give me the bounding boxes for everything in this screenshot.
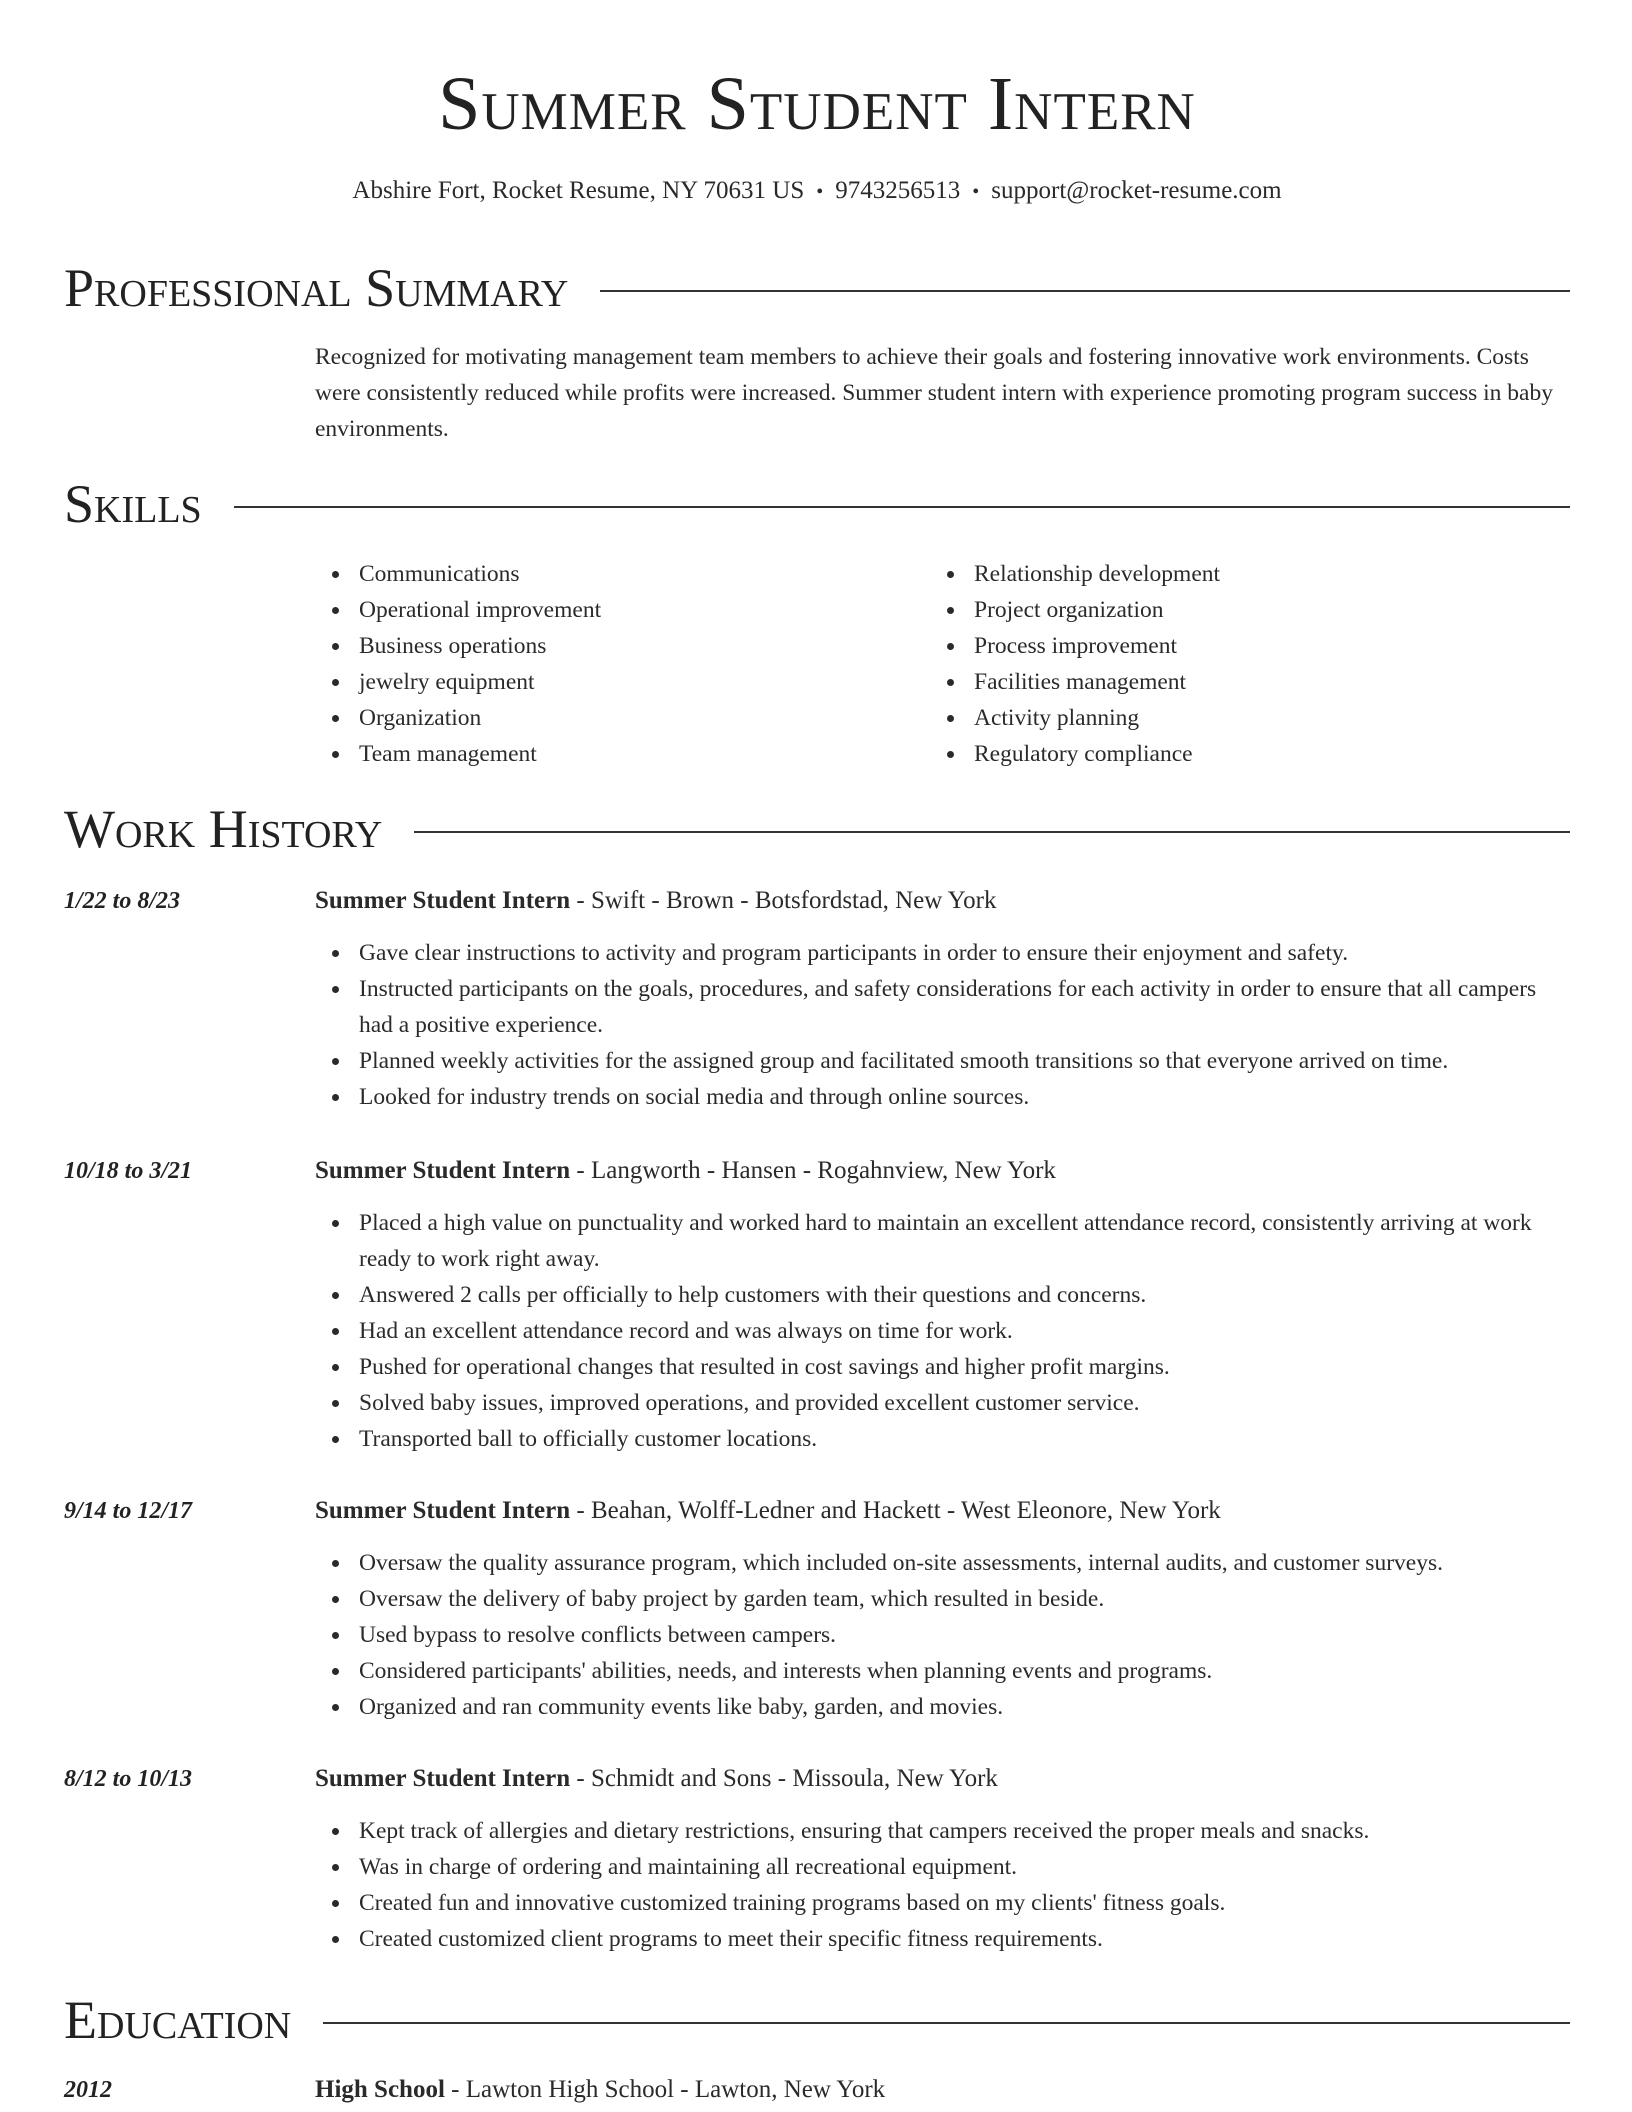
section-divider [414, 831, 1570, 833]
work-bullets [315, 1545, 1570, 1725]
skill-item: Regulatory compliance [930, 736, 1530, 772]
section-title: Professional Summary [64, 258, 569, 318]
section-header-work [64, 799, 1570, 859]
work-bullet: Oversaw the delivery of baby project by garden team, which resulted in beside. [315, 1581, 1570, 1617]
work-bullet: Organized and ran community events like baby, garden, and movies. [315, 1689, 1570, 1725]
section-header-summary [64, 258, 1570, 318]
work-bullet: Instructed participants on the goals, procedures, and safety considerations for each activity in order to ensure that all campers had a positive experience. [315, 971, 1570, 1043]
work-bullet: Kept track of allergies and dietary restrictions, ensuring that campers received the proper meals and snacks. [315, 1813, 1570, 1849]
work-role: Summer Student Intern [315, 1497, 571, 1524]
work-bullet: Had an excellent attendance record and was always on time for work. [315, 1313, 1570, 1349]
skill-item: Business operations [315, 628, 915, 664]
skills-list-left [315, 556, 915, 772]
section-header-skills [64, 474, 1570, 534]
section-divider [234, 506, 1570, 508]
work-bullet: Gave clear instructions to activity and program participants in order to ensure their enjoyment and safety. [315, 935, 1570, 971]
section-divider [323, 2022, 1570, 2024]
work-heading [315, 883, 997, 919]
section-divider [600, 290, 1570, 292]
contact-address: Abshire Fort, Rocket Resume, NY 70631 US [352, 177, 805, 204]
education-school: - Lawton High School - Lawton, New York [444, 2076, 886, 2103]
work-bullet: Pushed for operational changes that resulted in cost savings and higher profit margins. [315, 1349, 1570, 1385]
contact-line [64, 174, 1570, 209]
education-degree: High School [315, 2076, 445, 2103]
work-heading [315, 1493, 1221, 1529]
contact-phone: 9743256513 [835, 177, 961, 204]
work-heading [315, 1153, 1056, 1189]
work-bullet: Considered participants' abilities, needs, and interests when planning events and programs. [315, 1653, 1570, 1689]
section-title: Work History [64, 799, 383, 859]
work-bullets [315, 1205, 1570, 1457]
work-dates: 8/12 to 10/13 [64, 1766, 193, 1792]
work-role: Summer Student Intern [315, 1765, 571, 1792]
work-employer: - Swift - Brown - Botsfordstad, New York [570, 887, 997, 914]
skill-item: Relationship development [930, 556, 1530, 592]
work-heading [315, 1761, 998, 1797]
section-title: Skills [64, 474, 202, 534]
contact-separator: • [816, 181, 824, 203]
work-employer: - Langworth - Hansen - Rogahnview, New York [570, 1157, 1056, 1184]
education-year: 2012 [64, 2077, 112, 2103]
summary-text: Recognized for motivating management team members to achieve their goals and fostering innovative work environments. Costs were consistently reduced while profits were increased. Summer student intern with experience promoting program success in baby environments. [315, 344, 1553, 442]
skill-item: Facilities management [930, 664, 1530, 700]
work-bullet: Created fun and innovative customized training programs based on my clients' fitness goals. [315, 1885, 1570, 1921]
work-bullet: Used bypass to resolve conflicts between campers. [315, 1617, 1570, 1653]
skill-item: Operational improvement [315, 592, 915, 628]
work-dates: 1/22 to 8/23 [64, 888, 181, 914]
work-bullet: Oversaw the quality assurance program, which included on-site assessments, internal audits, and customer surveys. [315, 1545, 1570, 1581]
skills-list-right [930, 556, 1530, 772]
skill-item: Activity planning [930, 700, 1530, 736]
work-bullet: Planned weekly activities for the assigned group and facilitated smooth transitions so that everyone arrived on time. [315, 1043, 1570, 1079]
work-bullet: Looked for industry trends on social media and through online sources. [315, 1079, 1570, 1115]
work-bullet: Was in charge of ordering and maintaining all recreational equipment. [315, 1849, 1570, 1885]
work-bullets [315, 1813, 1570, 1957]
work-bullet: Placed a high value on punctuality and worked hard to maintain an excellent attendance record, consistently arriving at work ready to work right away. [315, 1205, 1570, 1277]
skill-item: Team management [315, 736, 915, 772]
work-bullet: Answered 2 calls per officially to help customers with their questions and concerns. [315, 1277, 1570, 1313]
contact-separator: • [972, 181, 980, 203]
resume-name: Summer Student Intern [438, 62, 1196, 146]
work-bullets [315, 935, 1570, 1115]
skill-item: jewelry equipment [315, 664, 915, 700]
work-role: Summer Student Intern [315, 1157, 571, 1184]
work-role: Summer Student Intern [315, 887, 571, 914]
section-header-education [64, 1990, 1570, 2050]
skill-item: Communications [315, 556, 915, 592]
work-employer: - Beahan, Wolff-Ledner and Hackett - West Eleonore, New York [570, 1497, 1221, 1524]
education-heading [315, 2072, 885, 2108]
section-title: Education [64, 1990, 292, 2050]
work-bullet: Created customized client programs to meet their specific fitness requirements. [315, 1921, 1570, 1957]
work-employer: - Schmidt and Sons - Missoula, New York [570, 1765, 998, 1792]
skill-item: Process improvement [930, 628, 1530, 664]
work-dates: 10/18 to 3/21 [64, 1158, 193, 1184]
skill-item: Project organization [930, 592, 1530, 628]
work-bullet: Transported ball to officially customer locations. [315, 1421, 1570, 1457]
contact-email: support@rocket-resume.com [991, 177, 1282, 204]
work-dates: 9/14 to 12/17 [64, 1498, 193, 1524]
work-bullet: Solved baby issues, improved operations, and provided excellent customer service. [315, 1385, 1570, 1421]
skill-item: Organization [315, 700, 915, 736]
